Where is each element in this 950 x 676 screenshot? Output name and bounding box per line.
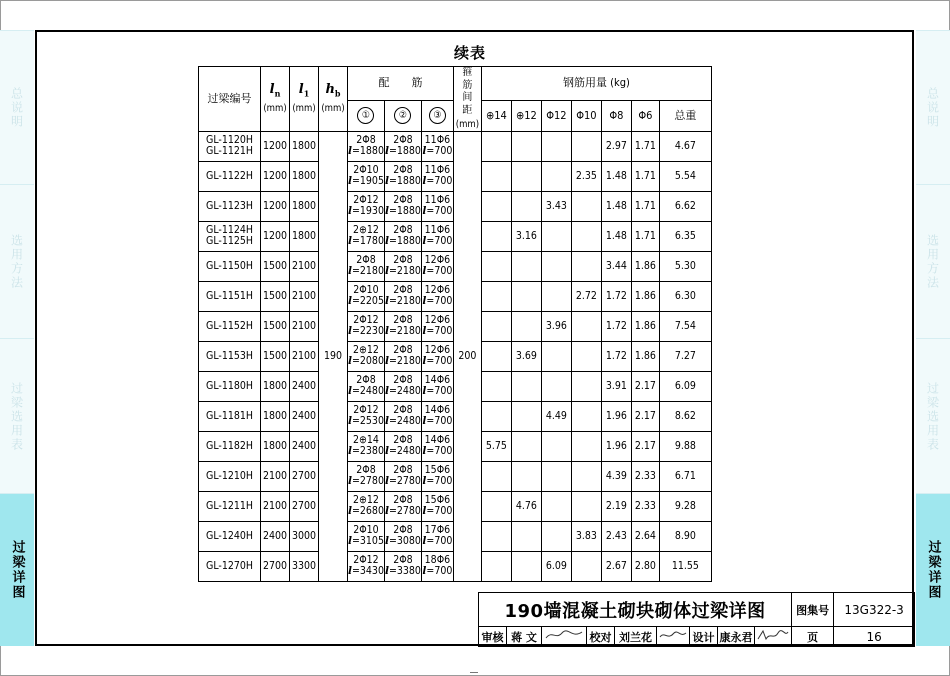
designer-signature bbox=[755, 627, 792, 647]
steel-8-value: 1.72 bbox=[601, 311, 631, 341]
ln-value: 1500 bbox=[261, 251, 290, 281]
steel-8-value: 1.48 bbox=[601, 191, 631, 221]
side-tab-selection-table[interactable] bbox=[0, 338, 34, 494]
l1-value: 2100 bbox=[290, 251, 319, 281]
steel-6-value: 1.86 bbox=[631, 251, 659, 281]
side-tab-selection-table[interactable] bbox=[916, 338, 950, 494]
drawing-title: 190墙混凝土砌块砌体过梁详图 bbox=[479, 593, 792, 627]
l1-value: 1800 bbox=[290, 191, 319, 221]
rebar-config-1: 2⊕12 l=2680 bbox=[348, 491, 385, 521]
side-tab-label: 选用方法 bbox=[9, 234, 24, 290]
rebar-config-2: 2Φ8 l=2480 bbox=[384, 401, 421, 431]
header-steel-6: Φ6 bbox=[631, 100, 659, 131]
ln-value: 1200 bbox=[261, 191, 290, 221]
beam-code: GL-1210H bbox=[199, 461, 261, 491]
steel-14-value bbox=[481, 401, 511, 431]
steel-12-value bbox=[541, 461, 571, 491]
steel-12-hrb-value bbox=[511, 131, 541, 161]
side-tab-selection-method[interactable] bbox=[0, 184, 34, 339]
ln-value: 1800 bbox=[261, 431, 290, 461]
steel-12-hrb-value: 4.76 bbox=[511, 491, 541, 521]
steel-6-value: 1.71 bbox=[631, 221, 659, 251]
rebar-config-3: 14Φ6 l=700 bbox=[421, 431, 453, 461]
beam-code: GL-1122H bbox=[199, 161, 261, 191]
check-label: 校对 bbox=[587, 627, 615, 647]
steel-6-value: 2.33 bbox=[631, 461, 659, 491]
steel-8-value: 2.43 bbox=[601, 521, 631, 551]
atlas-number: 13G322-3 bbox=[834, 593, 915, 627]
rebar-config-1: 2Φ10 l=2205 bbox=[348, 281, 385, 311]
total-weight-value: 11.55 bbox=[659, 551, 711, 581]
rebar-config-1: 2Φ12 l=2530 bbox=[348, 401, 385, 431]
l1-value: 2100 bbox=[290, 281, 319, 311]
side-tab-label: 过梁详图 bbox=[925, 540, 941, 600]
beam-code: GL-1123H bbox=[199, 191, 261, 221]
side-tab-label: 过梁详图 bbox=[9, 540, 25, 600]
rebar-config-3: 12Φ6 l=700 bbox=[421, 281, 453, 311]
rebar-config-3: 15Φ6 l=700 bbox=[421, 461, 453, 491]
steel-12-value bbox=[541, 131, 571, 161]
rebar-config-3: 14Φ6 l=700 bbox=[421, 371, 453, 401]
rebar-config-2: 2Φ8 l=2180 bbox=[384, 251, 421, 281]
rebar-config-2: 2Φ8 l=2180 bbox=[384, 281, 421, 311]
l1-value: 3000 bbox=[290, 521, 319, 551]
rebar-config-2: 2Φ8 l=2480 bbox=[384, 431, 421, 461]
total-weight-value: 5.30 bbox=[659, 251, 711, 281]
steel-12-value: 3.43 bbox=[541, 191, 571, 221]
stirrup-spacing-value: 200 bbox=[453, 131, 481, 581]
steel-12-value: 6.09 bbox=[541, 551, 571, 581]
rebar-config-2: 2Φ8 l=2480 bbox=[384, 371, 421, 401]
rebar-config-2: 2Φ8 l=1880 bbox=[384, 131, 421, 161]
steel-6-value: 2.17 bbox=[631, 431, 659, 461]
side-tab-details-active[interactable] bbox=[916, 493, 950, 646]
beam-code: GL-1150H bbox=[199, 251, 261, 281]
steel-12-hrb-value bbox=[511, 431, 541, 461]
hb-value: 190 bbox=[319, 131, 348, 581]
steel-14-value bbox=[481, 131, 511, 161]
table-row bbox=[199, 131, 712, 161]
steel-6-value: 1.86 bbox=[631, 341, 659, 371]
steel-14-value bbox=[481, 191, 511, 221]
steel-12-value bbox=[541, 491, 571, 521]
steel-14-value bbox=[481, 491, 511, 521]
rebar-config-3: 14Φ6 l=700 bbox=[421, 401, 453, 431]
page-label: 页 bbox=[792, 627, 834, 647]
steel-6-value: 2.33 bbox=[631, 491, 659, 521]
side-tab-general[interactable] bbox=[0, 30, 34, 185]
rebar-config-2: 2Φ8 l=3380 bbox=[384, 551, 421, 581]
steel-12-hrb-value: 3.16 bbox=[511, 221, 541, 251]
steel-12-hrb-value bbox=[511, 281, 541, 311]
side-tab-label: 总说明 bbox=[925, 87, 940, 129]
header-code: 过梁编号 bbox=[199, 67, 261, 132]
steel-8-value: 1.48 bbox=[601, 161, 631, 191]
header-hb: $h_b$ (mm) bbox=[319, 67, 348, 132]
header-config-3: ③ bbox=[421, 100, 453, 131]
rebar-config-2: 2Φ8 l=2180 bbox=[384, 311, 421, 341]
ln-value: 1500 bbox=[261, 341, 290, 371]
steel-10-value: 2.35 bbox=[571, 161, 601, 191]
steel-12-hrb-value bbox=[511, 461, 541, 491]
reviewer-signature bbox=[542, 627, 587, 647]
rebar-config-2: 2Φ8 l=1880 bbox=[384, 191, 421, 221]
header-total-weight: 总重 bbox=[659, 100, 711, 131]
total-weight-value: 6.71 bbox=[659, 461, 711, 491]
steel-8-value: 1.72 bbox=[601, 341, 631, 371]
steel-6-value: 2.17 bbox=[631, 371, 659, 401]
header-steel-usage: 钢筋用量 (kg) bbox=[481, 67, 711, 101]
rebar-config-1: 2Φ12 l=3430 bbox=[348, 551, 385, 581]
total-weight-value: 5.54 bbox=[659, 161, 711, 191]
beam-code: GL-1151H bbox=[199, 281, 261, 311]
steel-12-value: 3.96 bbox=[541, 311, 571, 341]
rebar-config-3: 11Φ6 l=700 bbox=[421, 131, 453, 161]
reviewer-name: 蒋 文 bbox=[507, 627, 542, 647]
total-weight-value: 6.62 bbox=[659, 191, 711, 221]
atlas-label: 图集号 bbox=[792, 593, 834, 627]
checker-name: 刘兰花 bbox=[615, 627, 657, 647]
rebar-config-2: 2Φ8 l=2780 bbox=[384, 491, 421, 521]
steel-14-value bbox=[481, 311, 511, 341]
steel-10-value bbox=[571, 461, 601, 491]
l1-value: 3300 bbox=[290, 551, 319, 581]
rebar-config-3: 17Φ6 l=700 bbox=[421, 521, 453, 551]
total-weight-value: 8.90 bbox=[659, 521, 711, 551]
rebar-config-3: 11Φ6 l=700 bbox=[421, 221, 453, 251]
ln-value: 1800 bbox=[261, 371, 290, 401]
header-config-1: ① bbox=[348, 100, 385, 131]
bottom-mark bbox=[470, 668, 478, 673]
title-block bbox=[478, 592, 915, 647]
steel-14-value: 5.75 bbox=[481, 431, 511, 461]
rebar-config-2: 2Φ8 l=1880 bbox=[384, 221, 421, 251]
steel-10-value bbox=[571, 251, 601, 281]
rebar-config-2: 2Φ8 l=2180 bbox=[384, 341, 421, 371]
steel-12-value bbox=[541, 371, 571, 401]
rebar-config-1: 2Φ8 l=2480 bbox=[348, 371, 385, 401]
l1-value: 2400 bbox=[290, 431, 319, 461]
review-label: 审核 bbox=[479, 627, 507, 647]
beam-code: GL-1211H bbox=[199, 491, 261, 521]
rebar-config-1: 2Φ12 l=2230 bbox=[348, 311, 385, 341]
steel-14-value bbox=[481, 551, 511, 581]
rebar-config-1: 2Φ8 l=1880 bbox=[348, 131, 385, 161]
beam-code: GL-1181H bbox=[199, 401, 261, 431]
total-weight-value: 9.88 bbox=[659, 431, 711, 461]
steel-10-value bbox=[571, 311, 601, 341]
designer-name: 康永君 bbox=[718, 627, 755, 647]
steel-12-hrb-value bbox=[511, 551, 541, 581]
steel-8-value: 4.39 bbox=[601, 461, 631, 491]
rebar-config-3: 15Φ6 l=700 bbox=[421, 491, 453, 521]
steel-10-value bbox=[571, 551, 601, 581]
rebar-config-3: 18Φ6 l=700 bbox=[421, 551, 453, 581]
ln-value: 1500 bbox=[261, 311, 290, 341]
steel-10-value bbox=[571, 191, 601, 221]
steel-8-value: 1.48 bbox=[601, 221, 631, 251]
steel-12-value bbox=[541, 281, 571, 311]
header-config-2: ② bbox=[384, 100, 421, 131]
steel-8-value: 2.19 bbox=[601, 491, 631, 521]
ln-value: 1200 bbox=[261, 131, 290, 161]
side-tab-general[interactable] bbox=[916, 30, 950, 185]
rebar-config-1: 2Φ8 l=2180 bbox=[348, 251, 385, 281]
l1-value: 2400 bbox=[290, 371, 319, 401]
total-weight-value: 8.62 bbox=[659, 401, 711, 431]
design-label: 设计 bbox=[690, 627, 718, 647]
ln-value: 2100 bbox=[261, 491, 290, 521]
total-weight-value: 6.09 bbox=[659, 371, 711, 401]
side-tab-selection-method[interactable] bbox=[916, 184, 950, 339]
steel-10-value bbox=[571, 221, 601, 251]
l1-value: 1800 bbox=[290, 131, 319, 161]
rebar-config-1: 2Φ8 l=2780 bbox=[348, 461, 385, 491]
total-weight-value: 6.30 bbox=[659, 281, 711, 311]
steel-12-hrb-value bbox=[511, 521, 541, 551]
steel-14-value bbox=[481, 161, 511, 191]
side-tab-label: 选用方法 bbox=[925, 234, 940, 290]
steel-10-value bbox=[571, 371, 601, 401]
steel-6-value: 1.71 bbox=[631, 191, 659, 221]
total-weight-value: 4.67 bbox=[659, 131, 711, 161]
rebar-table bbox=[198, 66, 712, 582]
rebar-config-2: 2Φ8 l=3080 bbox=[384, 521, 421, 551]
steel-10-value bbox=[571, 131, 601, 161]
steel-8-value: 3.44 bbox=[601, 251, 631, 281]
steel-10-value bbox=[571, 401, 601, 431]
steel-8-value: 2.67 bbox=[601, 551, 631, 581]
steel-10-value bbox=[571, 341, 601, 371]
side-tab-label: 总说明 bbox=[9, 87, 24, 129]
steel-12-hrb-value bbox=[511, 191, 541, 221]
rebar-config-3: 11Φ6 l=700 bbox=[421, 161, 453, 191]
header-steel-12-hrb: ⊕12 bbox=[511, 100, 541, 131]
steel-6-value: 2.64 bbox=[631, 521, 659, 551]
steel-12-value bbox=[541, 341, 571, 371]
steel-12-hrb-value bbox=[511, 311, 541, 341]
steel-8-value: 1.96 bbox=[601, 401, 631, 431]
steel-14-value bbox=[481, 521, 511, 551]
right-side-tabs bbox=[916, 30, 950, 645]
rebar-config-3: 11Φ6 l=700 bbox=[421, 191, 453, 221]
steel-12-value: 4.49 bbox=[541, 401, 571, 431]
steel-8-value: 2.97 bbox=[601, 131, 631, 161]
total-weight-value: 9.28 bbox=[659, 491, 711, 521]
rebar-config-2: 2Φ8 l=2780 bbox=[384, 461, 421, 491]
steel-14-value bbox=[481, 281, 511, 311]
rebar-config-1: 2⊕14 l=2380 bbox=[348, 431, 385, 461]
ln-value: 2700 bbox=[261, 551, 290, 581]
rebar-config-3: 12Φ6 l=700 bbox=[421, 311, 453, 341]
header-steel-8: Φ8 bbox=[601, 100, 631, 131]
steel-12-value bbox=[541, 251, 571, 281]
steel-10-value bbox=[571, 431, 601, 461]
beam-code: GL-1182H bbox=[199, 431, 261, 461]
steel-6-value: 1.86 bbox=[631, 311, 659, 341]
beam-code: GL-1124H GL-1125H bbox=[199, 221, 261, 251]
l1-value: 2100 bbox=[290, 341, 319, 371]
beam-code: GL-1152H bbox=[199, 311, 261, 341]
ln-value: 1500 bbox=[261, 281, 290, 311]
l1-value: 1800 bbox=[290, 221, 319, 251]
steel-12-hrb-value bbox=[511, 401, 541, 431]
header-ln: $l_n$ (mm) bbox=[261, 67, 290, 132]
total-weight-value: 7.27 bbox=[659, 341, 711, 371]
side-tab-label: 过梁选用表 bbox=[9, 381, 24, 452]
steel-14-value bbox=[481, 341, 511, 371]
steel-14-value bbox=[481, 461, 511, 491]
ln-value: 1200 bbox=[261, 221, 290, 251]
steel-12-hrb-value: 3.69 bbox=[511, 341, 541, 371]
table-title: 续表 bbox=[453, 44, 486, 62]
steel-10-value bbox=[571, 491, 601, 521]
page-number: 16 bbox=[834, 627, 915, 647]
total-weight-value: 7.54 bbox=[659, 311, 711, 341]
steel-6-value: 1.71 bbox=[631, 131, 659, 161]
left-side-tabs bbox=[0, 30, 34, 645]
rebar-config-1: 2Φ10 l=3105 bbox=[348, 521, 385, 551]
steel-12-hrb-value bbox=[511, 161, 541, 191]
rebar-config-3: 12Φ6 l=700 bbox=[421, 341, 453, 371]
steel-6-value: 1.71 bbox=[631, 161, 659, 191]
rebar-config-2: 2Φ8 l=1880 bbox=[384, 161, 421, 191]
ln-value: 2400 bbox=[261, 521, 290, 551]
beam-code: GL-1240H bbox=[199, 521, 261, 551]
l1-value: 2700 bbox=[290, 491, 319, 521]
rebar-config-1: 2Φ12 l=1930 bbox=[348, 191, 385, 221]
steel-8-value: 3.91 bbox=[601, 371, 631, 401]
ln-value: 1200 bbox=[261, 161, 290, 191]
side-tab-details-active[interactable] bbox=[0, 493, 34, 646]
rebar-config-1: 2⊕12 l=2080 bbox=[348, 341, 385, 371]
header-steel-12: Φ12 bbox=[541, 100, 571, 131]
steel-12-hrb-value bbox=[511, 251, 541, 281]
header-stirrup-spacing: 箍筋间距 (mm) bbox=[453, 67, 481, 132]
steel-12-hrb-value bbox=[511, 371, 541, 401]
ln-value: 2100 bbox=[261, 461, 290, 491]
beam-code: GL-1270H bbox=[199, 551, 261, 581]
l1-value: 1800 bbox=[290, 161, 319, 191]
steel-10-value: 3.83 bbox=[571, 521, 601, 551]
steel-14-value bbox=[481, 251, 511, 281]
l1-value: 2700 bbox=[290, 461, 319, 491]
steel-12-value bbox=[541, 431, 571, 461]
steel-10-value: 2.72 bbox=[571, 281, 601, 311]
steel-6-value: 1.86 bbox=[631, 281, 659, 311]
total-weight-value: 6.35 bbox=[659, 221, 711, 251]
steel-14-value bbox=[481, 371, 511, 401]
checker-signature bbox=[657, 627, 690, 647]
rebar-config-1: 2⊕12 l=1780 bbox=[348, 221, 385, 251]
header-steel-10: Φ10 bbox=[571, 100, 601, 131]
l1-value: 2400 bbox=[290, 401, 319, 431]
ln-value: 1800 bbox=[261, 401, 290, 431]
l1-value: 2100 bbox=[290, 311, 319, 341]
rebar-config-1: 2Φ10 l=1905 bbox=[348, 161, 385, 191]
header-l1: $l_1$ (mm) bbox=[290, 67, 319, 132]
side-tab-label: 过梁选用表 bbox=[925, 381, 940, 452]
steel-8-value: 1.72 bbox=[601, 281, 631, 311]
steel-12-value bbox=[541, 221, 571, 251]
steel-6-value: 2.80 bbox=[631, 551, 659, 581]
steel-6-value: 2.17 bbox=[631, 401, 659, 431]
steel-14-value bbox=[481, 221, 511, 251]
rebar-config-3: 12Φ6 l=700 bbox=[421, 251, 453, 281]
steel-12-value bbox=[541, 521, 571, 551]
header-steel-14: ⊕14 bbox=[481, 100, 511, 131]
header-config: 配 筋 bbox=[348, 67, 454, 101]
beam-code: GL-1120H GL-1121H bbox=[199, 131, 261, 161]
beam-code: GL-1180H bbox=[199, 371, 261, 401]
steel-12-value bbox=[541, 161, 571, 191]
beam-code: GL-1153H bbox=[199, 341, 261, 371]
steel-8-value: 1.96 bbox=[601, 431, 631, 461]
